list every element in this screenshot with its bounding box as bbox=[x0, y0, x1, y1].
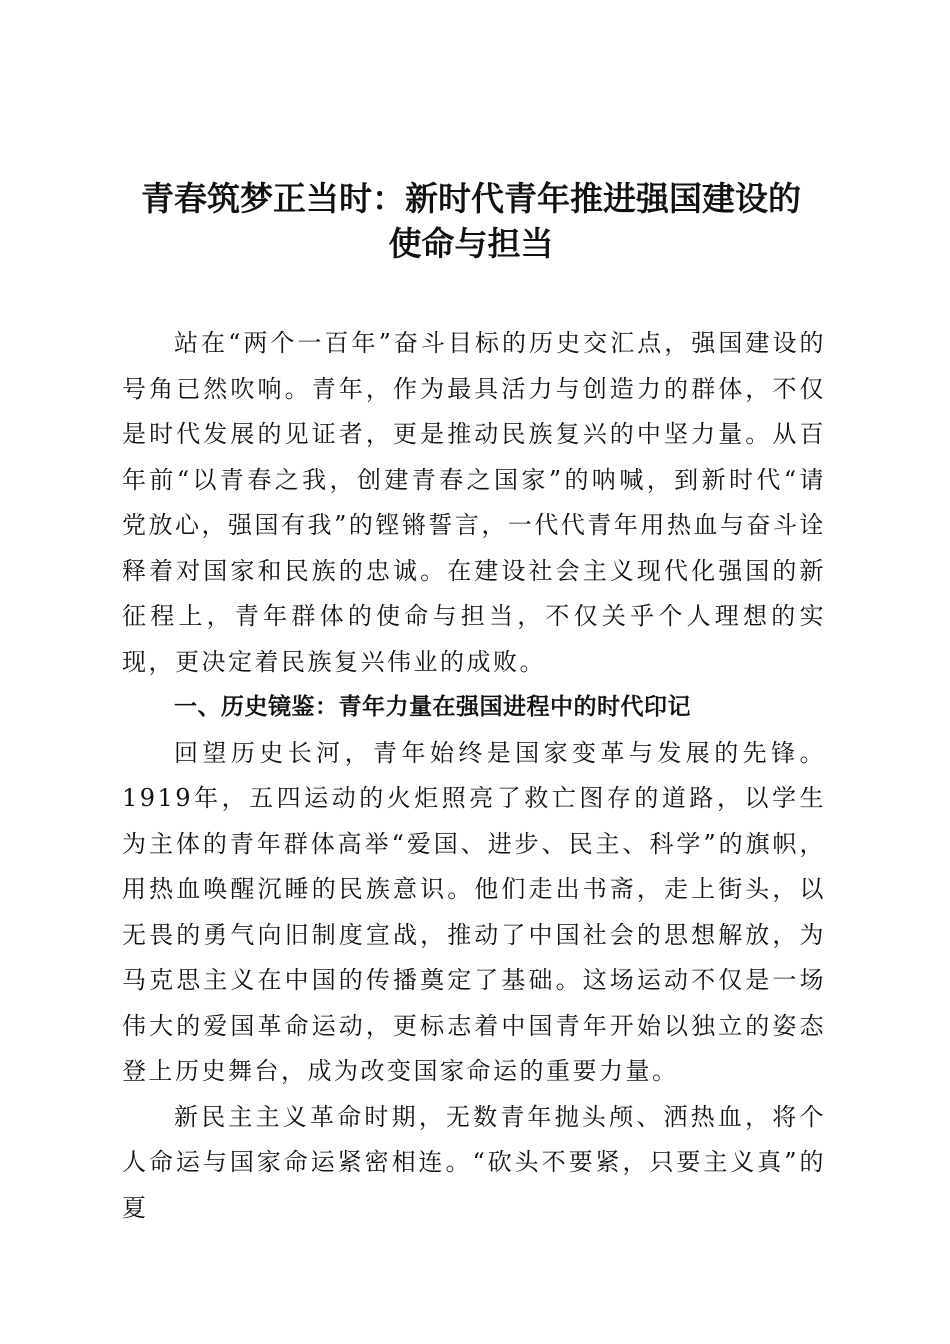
title-line-2: 使命与担当 bbox=[388, 224, 554, 263]
document-body bbox=[122, 321, 826, 1231]
section-paragraph: 回望历史长河，青年始终是国家变革与发展的先锋。1919年，五四运动的火炬照亮了救亡图存的道路，以学生为主体的青年群体高举“爱国、进步、民主、科学”的旗帜，用热血唤醒沉睡的民族意识。他们走出书斋，走上街头，以无畏的勇气向旧制度宣战，推动了中国社会的思想解放，为马克思主义在中国的传播奠定了基础。这场运动不仅是一场伟大的爱国革命运动，更标志着中国青年开始以独立的姿态登上历史舞台，成为改变国家命运的重要力量。 bbox=[122, 738, 826, 1085]
section-heading: 一、历史镜鉴：青年力量在强国进程中的时代印记 bbox=[174, 694, 691, 720]
document-title bbox=[115, 176, 827, 266]
title-line-1: 青春筑梦正当时：新时代青年推进强国建设的 bbox=[141, 179, 801, 218]
intro-paragraph: 站在“两个一百年”奋斗目标的历史交汇点，强国建设的号角已然吹响。青年，作为最具活力与创造力的群体，不仅是时代发展的见证者，更是推动民族复兴的中坚力量。从百年前“以青春之我，创建青春之国家”的呐喊，到新时代“请党放心，强国有我”的铿锵誓言，一代代青年用热血与奋斗诠释着对国家和民族的忠诚。在建设社会主义现代化强国的新征程上，青年群体的使命与担当，不仅关乎个人理想的实现，更决定着民族复兴伟业的成败。 bbox=[122, 329, 826, 676]
section-paragraph: 新民主主义革命时期，无数青年抛头颅、洒热血，将个人命运与国家命运紧密相连。“砍头不要紧，只要主义真”的夏 bbox=[122, 1102, 826, 1222]
